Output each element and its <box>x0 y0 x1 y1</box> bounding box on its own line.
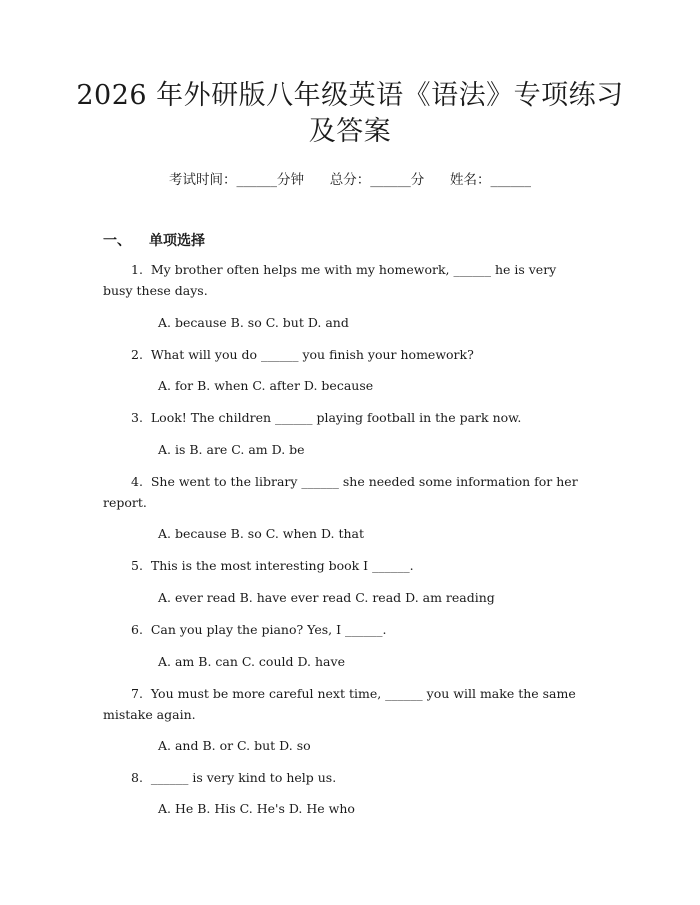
question-3-options: A. is B. are C. am D. be <box>158 442 305 457</box>
question-4-options: A. because B. so C. when D. that <box>158 526 365 541</box>
section-title: 单项选择 <box>149 233 205 249</box>
section-number: 一、 <box>103 233 131 249</box>
exam-info-line: 考试时间：______分钟 总分：______分 姓名：______ <box>169 172 531 188</box>
document-title <box>70 78 630 150</box>
title-line-1: 2026 年外研版八年级英语《语法》专项练习 <box>76 80 624 111</box>
section-heading <box>103 230 205 250</box>
question-8: 8. ______ is very kind to help us. <box>131 770 337 785</box>
question-1-options: A. because B. so C. but D. and <box>158 315 349 330</box>
question-2-options: A. for B. when C. after D. because <box>158 378 374 393</box>
question-4: 4. She went to the library ______ she needed some information for her report. <box>103 474 582 510</box>
question-7: 7. You must be more careful next time, ______ you will make the same mistake again. <box>103 686 580 722</box>
question-7-options: A. and B. or C. but D. so <box>158 738 311 753</box>
title-line-2: 及答案 <box>308 116 392 147</box>
question-3: 3. Look! The children ______ playing football in the park now. <box>131 410 522 425</box>
question-6-options: A. am B. can C. could D. have <box>158 654 345 669</box>
question-5-options: A. ever read B. have ever read C. read D. am reading <box>158 590 495 605</box>
question-1: 1. My brother often helps me with my homework, ______ he is very busy these days. <box>103 262 561 298</box>
question-8-options: A. He B. His C. He's D. He who <box>158 801 355 816</box>
question-6: 6. Can you play the piano? Yes, I ______. <box>131 622 387 637</box>
question-2: 2. What will you do ______ you finish your homework? <box>131 347 474 362</box>
question-5: 5. This is the most interesting book I ______. <box>131 558 414 573</box>
